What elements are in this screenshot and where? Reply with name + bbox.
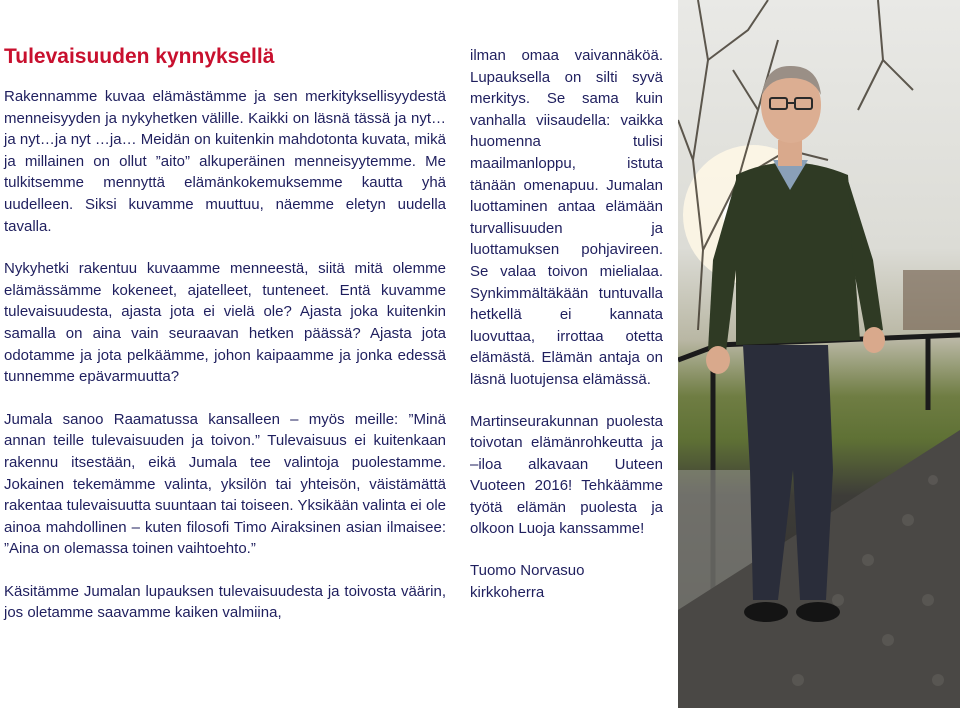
paragraph-4: Käsitämme Jumalan lupauksen tulevaisuudesta ja toivosta väärin, jos oletamme saavamme kaiken valmiina, [4,582,446,622]
portrait-photo [678,0,960,708]
paragraph-5: ilman omaa vaivannäköä. Lupauksella on silti syvä merkitys. Se sama kuin vanhalla viisaudella: vaikka huomenna tulisi maailmanloppu, istuta tänään omenapuu. Jumalan luottaminen antaa elämään turvallisuuden ja luottamuksen pohjavireen. Se valaa toivon mielialaa. Synkimmältäkään tuntuvalla hetkellä ei kannata luovuttaa, irrottaa otetta elämästä. Elämän antaja on läsnä luotujensa elämässä. [470,47,663,388]
paragraph-2: Nykyhetki rakentuu kuvaamme menneestä, siitä mitä olemme elämässämme kokeneet, ajatelleet, tunteneet. Entä kuvamme tulevaisuudesta, ajasta jota ei vielä ole? Ajasta joka kuitenkin samalla on aina vain seuraavan hetken päässä? Ajasta jota odotamme ja jota pelkäämme, johon kaipaamme ja jonka edessä tunnemme epävarmuutta? [4,260,446,386]
left-column [4,44,446,645]
signature [470,560,663,603]
paragraph-3: Jumala sanoo Raamatussa kansalleen – myös meille: ”Minä annan teille tulevaisuuden ja toivon.” Tulevaisuus ei kuitenkaan rakennu itsestään, eikä Jumala tee valintoja puolestamme. Jokainen tekemämme valinta, yksilön tai yhteisön, väistämättä rakentaa tulevaisuutta suuntaan tai toiseen. Yksikään valinta ei ole ainoa mahdollinen – kuten filosofi Timo Airaksinen asian ilmaisee: ”Aina on olemassa toinen vaihtoehto.” [4,410,446,558]
page-title: Tulevaisuuden kynnyksellä [4,45,275,68]
paragraph-6: Martinseurakunnan puolesta toivotan elämänrohkeutta ja –iloa alkavaan Uuteen Vuoteen 2016! Tehkäämme työtä elämän puolesta ja olkoon Luoja kanssamme! [470,412,663,538]
signature-role: kirkkoherra [470,583,545,601]
paragraph-1: Rakennamme kuvaa elämästämme ja sen merkityksellisyydestä menneisyyden ja nykyhetken välille. Kaikki on läsnä tässä ja nyt… ja nyt…ja nyt …ja… Meidän on kuitenkin mahdotonta kuvata, mikä ja millainen on ollut ”aito” alkuperäinen menneisyytemme. Me tulkitsemme mennyttä elämänkokemuksemme kautta yhä uudelleen. Siksi kuvamme muuttuu, näemme eletyn uudella tavalla. [4,88,446,235]
portrait-photo-icon [678,0,960,708]
middle-column [470,45,663,603]
signature-name: Tuomo Norvasuo [470,562,585,580]
